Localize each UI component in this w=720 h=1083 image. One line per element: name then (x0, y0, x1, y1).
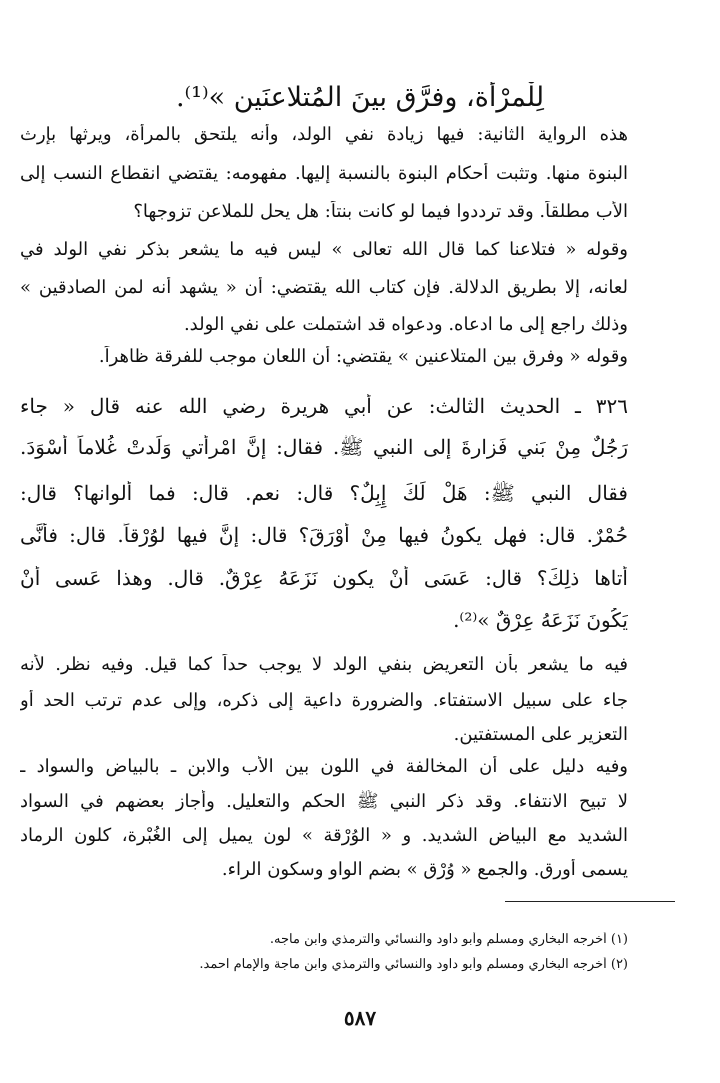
footnote: (١) أخرجه البخاري ومسلم وأبو داود والنسائي والترمذي وابن ماجه. (269, 932, 628, 947)
text-line: التعزير على المستفتين. (453, 724, 628, 745)
footnote-divider (505, 901, 675, 902)
header-line: لِلْمرْأة، وفرَّق بينَ المُتلاعنَين »⁽¹⁾. (175, 82, 545, 113)
hadith-line: حُمْرٌ. قال: فهل يكونُ فيها مِنْ أوْرَقَ؟ قال: إنَّ فيها لوُرْقاً. قال: فأنَّى (20, 523, 628, 547)
text-line: لا تبيح الانتفاء. وقد ذكر النبي ﷺ الحكم والتعليل. وأجاز بعضهم في السواد (20, 791, 628, 812)
text-line: جاء على سبيل الاستفتاء. والضرورة داعية إلى ذكره، وإلى عدم ترتب الحد أو (20, 690, 628, 711)
text-line: وقوله « فتلاعنا كما قال الله تعالى » ليس فيه ما يشعر بذكر نفي الولد في (20, 239, 628, 260)
text-line: فيه ما يشعر بأن التعريض بنفي الولد لا يوجب حداً كما قيل. وفيه نظر. لأنه (20, 654, 628, 675)
text-line: البنوة منها. وتثبت أحكام البنوة بالنسبة إليها. مفهومه: يقتضي انقطاع النسب إلى (20, 163, 628, 184)
text-line: وذلك راجع إلى ما ادعاه. ودعواه قد اشتملت على نفي الولد. (183, 314, 628, 335)
text-line: وقوله « وفرق بين المتلاعنين » يقتضي: أن اللعان موجب للفرقة ظاهراً. (98, 346, 628, 367)
footnote: (٢) أخرجه البخاري ومسلم وأبو داود والنسائي والترمذي وابن ماجة والإمام احمد. (199, 957, 628, 972)
text-line: الشديد مع البياض الشديد. و « الوُرْقة » لون يميل إلى الغُبْرة، كلون الرماد (20, 825, 628, 846)
text-line: لعانه، إلا بطريق الدلالة. فإن كتاب الله يقتضي: أن « يشهد أنه لمن الصادقين » (20, 277, 628, 298)
text-line: وفيه دليل على أن المخالفة في اللون بين الأب والابن ـ بالبياض والسواد ـ (20, 756, 628, 777)
text-line: هذه الرواية الثانية: فيها زيادة نفي الولد، وأنه يلتحق بالمرأة، ويرثها بإرث (20, 124, 628, 145)
text-line: الأب مطلقاً. وقد ترددوا فيما لو كانت بنتاً: هل يحل للملاعن تزوجها؟ (133, 201, 628, 222)
hadith-line: رَجُلٌ مِنْ بَني فَزارةَ إلى النبي ﷺ. فقال: إنَّ امْرأتي وَلَدتْ غُلاماً أسْوَدَ. (20, 435, 628, 459)
text-line: يسمى أورق. والجمع « وُرْق » بضم الواو وسكون الراء. (221, 859, 628, 880)
hadith-line: أتاها ذلِكَ؟ قال: عَسَى أنْ يكون نَزَعَهُ عِرْقٌ. قال. وهذا عَسى أنْ (20, 566, 628, 590)
hadith-line: يَكُونَ نَزَعَهُ عِرْقٌ »⁽²⁾. (453, 608, 628, 632)
hadith-line: فقال النبي ﷺ: هَلْ لَكَ إِبِلٌ؟ قال: نعم. قال: فما ألوانها؟ قال: (20, 481, 628, 505)
hadith-line: ٣٢٦ ـ الحديث الثالث: عن أبي هريرة رضي الله عنه قال « جاء (20, 394, 628, 418)
page-number: ٥٨٧ (343, 1006, 377, 1030)
